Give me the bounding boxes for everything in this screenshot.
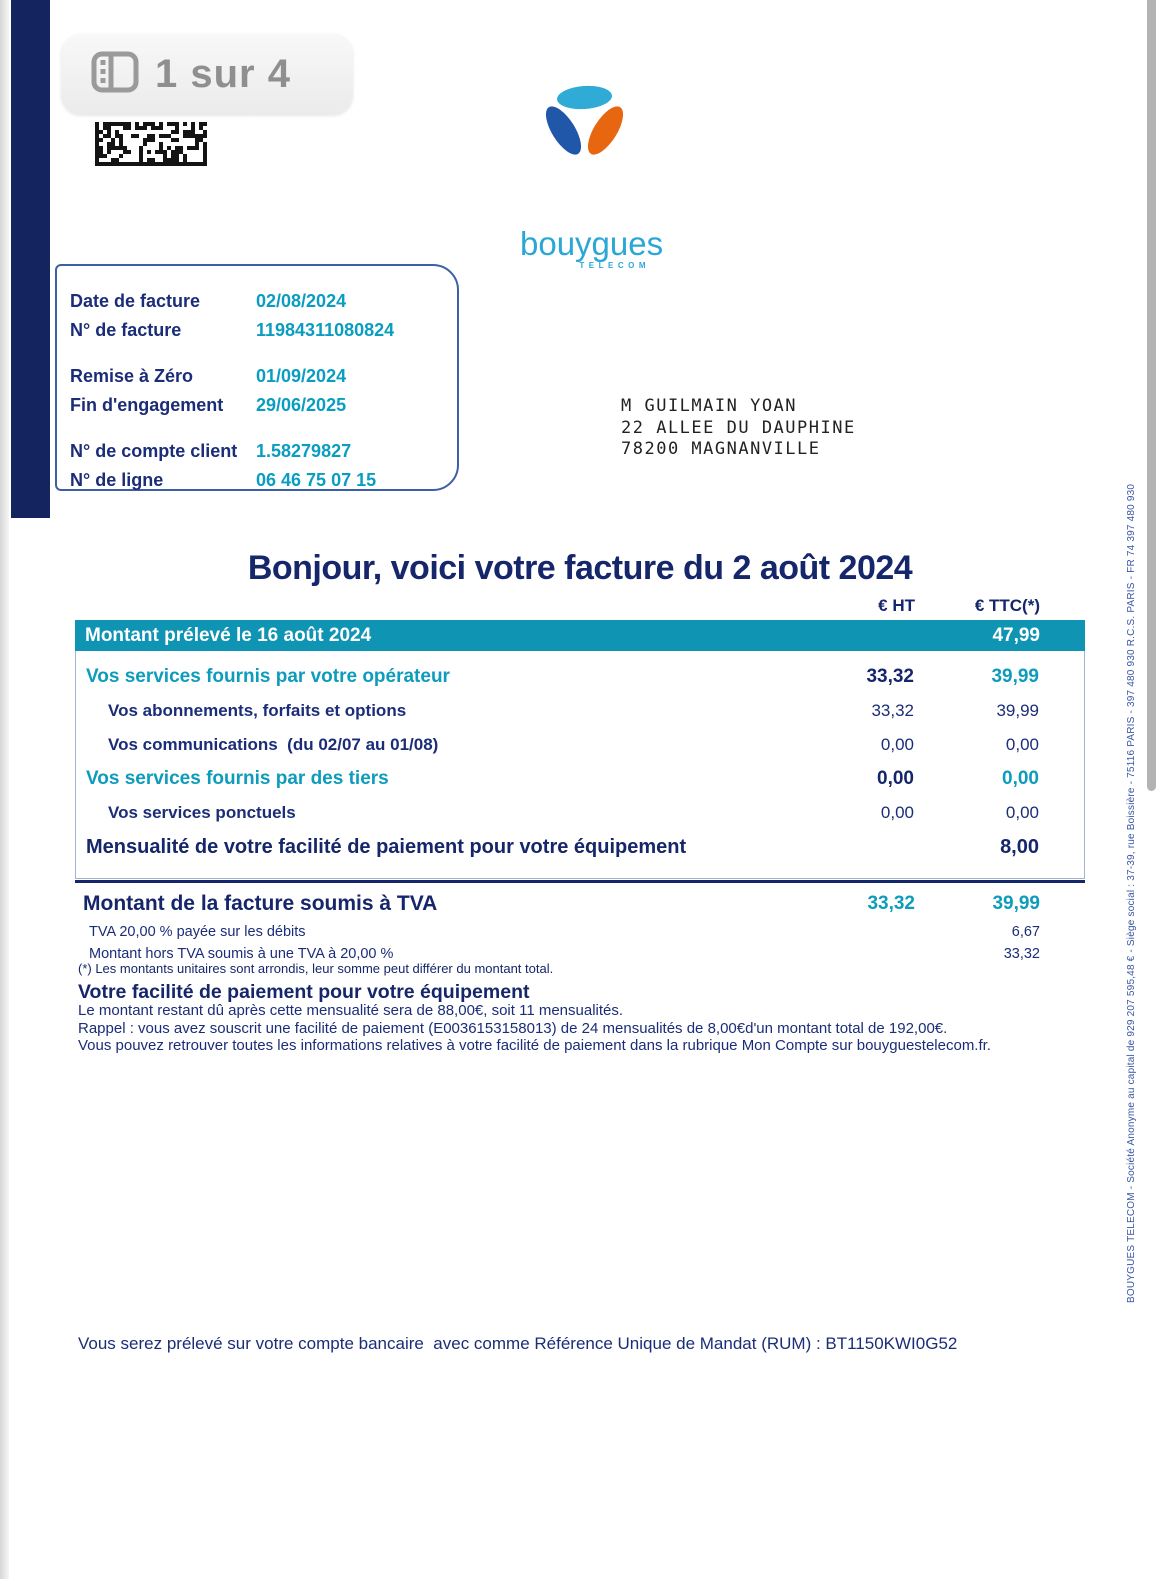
info-label: Fin d'engagement (70, 395, 224, 415)
recipient-address (621, 396, 856, 461)
info-label: Date de facture (70, 291, 201, 311)
recipient-name: M GUILMAIN YOAN (621, 396, 798, 416)
info-row-commitment-end (70, 391, 457, 420)
info-value: 1.58279827 (256, 441, 352, 461)
page-indicator-label: 1 sur 4 (155, 52, 291, 96)
legal-sidebar-text: BOUYGUES TELECOM - Société Anonyme au capital de 929 207 595,48 € - Siège social : 37-39, rue Boissière - 75116 PARIS - 397 480 930 R.C.S. PARIS - FR 74 397 480 930 (1126, 483, 1137, 1303)
amount-due-banner (75, 620, 1085, 651)
info-value: 29/06/2025 (256, 395, 347, 415)
charges-table (75, 651, 1085, 879)
page-edge-shadow-left (0, 0, 9, 1579)
navy-accent-bar (11, 0, 50, 518)
info-row-reset-date (70, 362, 457, 391)
recipient-street: 22 ALLEE DU DAUPHINE (621, 417, 856, 438)
column-header-ht: € HT (878, 596, 915, 615)
tva-total-row: Montant de la facture soumis à TVA 33,32 39,99 (83, 892, 1040, 915)
invoice-info-box (55, 264, 459, 491)
tva-detail-row-base: Montant hors TVA soumis à une TVA à 20,00 % 33,32 (89, 946, 1040, 962)
recipient-city: 78200 MAGNANVILLE (621, 439, 821, 459)
logo-petal-orange-icon (581, 101, 630, 160)
charge-row-thirdparty-services: Vos services fournis par des tiers 0,00 0,00 (86, 768, 1039, 789)
info-label: N° de ligne (70, 470, 164, 490)
charge-row-subscriptions: Vos abonnements, forfaits et options 33,32 39,99 (108, 701, 1039, 720)
info-value: 02/08/2024 (256, 291, 347, 311)
bouygues-logo (505, 78, 664, 270)
info-row-invoice-date (70, 287, 457, 316)
payment-plan-line: Rappel : vous avez souscrit une facilité de paiement (E0036153158013) de 24 mensualités de 8,00€d'un montant total de 192,00€. (78, 1019, 948, 1037)
charge-row-one-off-services: Vos services ponctuels 0,00 0,00 (108, 803, 1039, 822)
info-label: N° de facture (70, 320, 182, 340)
page-indicator-pill[interactable] (61, 34, 353, 115)
info-value: 01/09/2024 (256, 366, 347, 386)
mandate-reference-line: Vous serez prélevé sur votre compte bancaire avec comme Référence Unique de Mandat (RUM) : BT1150KWI0G52 (78, 1334, 958, 1353)
info-label: N° de compte client (70, 441, 238, 461)
banner-amount-ttc: 47,99 (992, 624, 1040, 646)
payment-plan-text (78, 1002, 991, 1055)
tva-detail-row-paid: TVA 20,00 % payée sur les débits 6,67 (89, 924, 1040, 940)
info-row-line-number (70, 466, 457, 495)
logo-petal-blue-icon (539, 101, 588, 160)
scrollbar-thumb[interactable] (1147, 0, 1156, 791)
info-label: Remise à Zéro (70, 366, 194, 386)
rounding-footnote: (*) Les montants unitaires sont arrondis, leur somme peut différer du montant total. (78, 961, 554, 976)
amount-column-headers (75, 594, 1085, 618)
banner-label: Montant prélevé le 16 août 2024 (85, 624, 372, 646)
logo-brand-text: bouygues (520, 225, 664, 262)
payment-plan-line: Vous pouvez retrouver toutes les informations relatives à votre facilité de paiement dans la rubrique Mon Compte sur bouyguestelecom.fr. (78, 1037, 991, 1054)
info-row-invoice-number (70, 316, 457, 345)
info-row-client-account (70, 437, 457, 466)
charge-row-communications: Vos communications (du 02/07 au 01/08) 0,00 0,00 (108, 735, 1039, 754)
logo-subbrand-text: TELECOM (579, 261, 650, 270)
charge-row-equipment-installment: Mensualité de votre facilité de paiement pour votre équipement 8,00 (86, 835, 1039, 858)
charge-row-operator-services: Vos services fournis par votre opérateur 33,32 39,99 (86, 666, 1039, 687)
payment-plan-line: Le montant restant dû après cette mensualité sera de 88,00€, soit 11 mensualités. (78, 1002, 624, 1019)
sidebar-pages-icon (91, 51, 139, 98)
data-matrix-barcode (95, 121, 207, 167)
logo-petal-cyan-icon (556, 84, 612, 111)
info-value: 11984311080824 (256, 320, 395, 340)
info-value: 06 46 75 07 15 (256, 470, 377, 490)
payment-plan-heading: Votre facilité de paiement pour votre équipement (78, 981, 530, 1003)
greeting-title: Bonjour, voici votre facture du 2 août 2024 (247, 549, 913, 587)
table-separator-line (75, 880, 1085, 883)
column-header-ttc: € TTC(*) (974, 596, 1040, 615)
